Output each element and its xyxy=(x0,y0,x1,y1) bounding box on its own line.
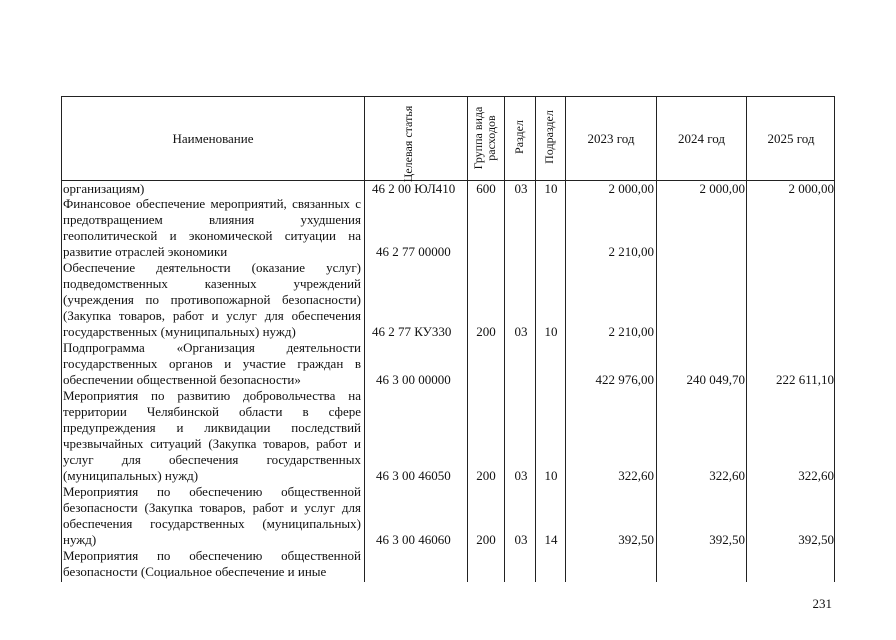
header-name: Наименование xyxy=(172,130,254,146)
row-2023: 2 210,00 xyxy=(608,324,654,339)
row-section: 03 xyxy=(514,468,528,483)
row-2023: 2 210,00 xyxy=(608,244,654,259)
row-section: 03 xyxy=(514,181,528,196)
row-2025: 322,60 xyxy=(798,468,834,483)
header-section: Раздел xyxy=(512,120,526,154)
row-group: 200 xyxy=(476,532,496,547)
column-divider xyxy=(364,96,365,582)
row-name: Мероприятия по обеспечению общественной безопасности (Закупка товаров, работ и услуг для обеспечения государственных (муниципальных) нужд) xyxy=(63,484,361,547)
row-group: 600 xyxy=(476,181,496,196)
row-name: организациям) xyxy=(63,181,145,196)
row-2023: 392,50 xyxy=(618,532,654,547)
row-name: Подпрограмма «Организация деятельности государственных органов и участие граждан в обеспечении общественной безопасности» xyxy=(63,340,361,387)
row-subsection: 10 xyxy=(544,181,558,196)
row-2025: 392,50 xyxy=(798,532,834,547)
row-code: 46 3 00 46060 xyxy=(376,532,451,547)
row-section: 03 xyxy=(514,532,528,547)
row-name: Финансовое обеспечение мероприятий, связанных с предотвращением влияния ухудшения геополитической и экономической ситуации на развитие отраслей экономики xyxy=(63,196,361,259)
row-2024: 2 000,00 xyxy=(699,181,745,196)
row-code: 46 2 77 КУ330 xyxy=(372,324,452,339)
row-group: 200 xyxy=(476,468,496,483)
row-2023: 422 976,00 xyxy=(595,372,654,387)
header-group: Группа вида расходов xyxy=(471,106,498,170)
row-code: 46 2 00 ЮЛ410 xyxy=(372,181,456,196)
header-2023: 2023 год xyxy=(587,130,635,146)
header-subsection: Подраздел xyxy=(542,110,556,164)
row-subsection: 10 xyxy=(544,324,558,339)
row-2025: 2 000,00 xyxy=(788,181,834,196)
row-group: 200 xyxy=(476,324,496,339)
row-name: Мероприятия по обеспечению общественной безопасности (Социальное обеспечение и иные xyxy=(63,548,361,579)
row-subsection: 10 xyxy=(544,468,558,483)
column-divider xyxy=(504,96,505,582)
row-code: 46 2 77 00000 xyxy=(376,244,451,259)
page-number: 231 xyxy=(812,596,832,611)
row-name: Обеспечение деятельности (оказание услуг) подведомственных казенных учреждений (учреждения по противопожарной безопасности) (Закупка товаров, работ и услуг для обеспечения государственных (муниципальных) нужд) xyxy=(63,260,361,339)
header-code: Целевая статья xyxy=(401,105,415,183)
row-2025: 222 611,10 xyxy=(775,372,834,387)
row-code: 46 3 00 46050 xyxy=(376,468,451,483)
column-divider xyxy=(467,96,468,582)
row-section: 03 xyxy=(514,324,528,339)
row-2024: 392,50 xyxy=(709,532,745,547)
row-2023: 2 000,00 xyxy=(608,181,654,196)
header-2024: 2024 год xyxy=(678,130,725,146)
header-2025: 2025 год xyxy=(767,130,815,146)
row-2024: 240 049,70 xyxy=(686,372,745,387)
row-2024: 322,60 xyxy=(709,468,745,483)
row-2023: 322,60 xyxy=(618,468,654,483)
row-subsection: 14 xyxy=(544,532,558,547)
row-code: 46 3 00 00000 xyxy=(376,372,451,387)
row-name: Мероприятия по развитию добровольчества на территории Челябинской области в сфере предупреждения и ликвидации последствий чрезвычайных ситуаций (Закупка товаров, работ и услуг для обеспечения государственных (муниципальных) нужд) xyxy=(63,388,361,483)
